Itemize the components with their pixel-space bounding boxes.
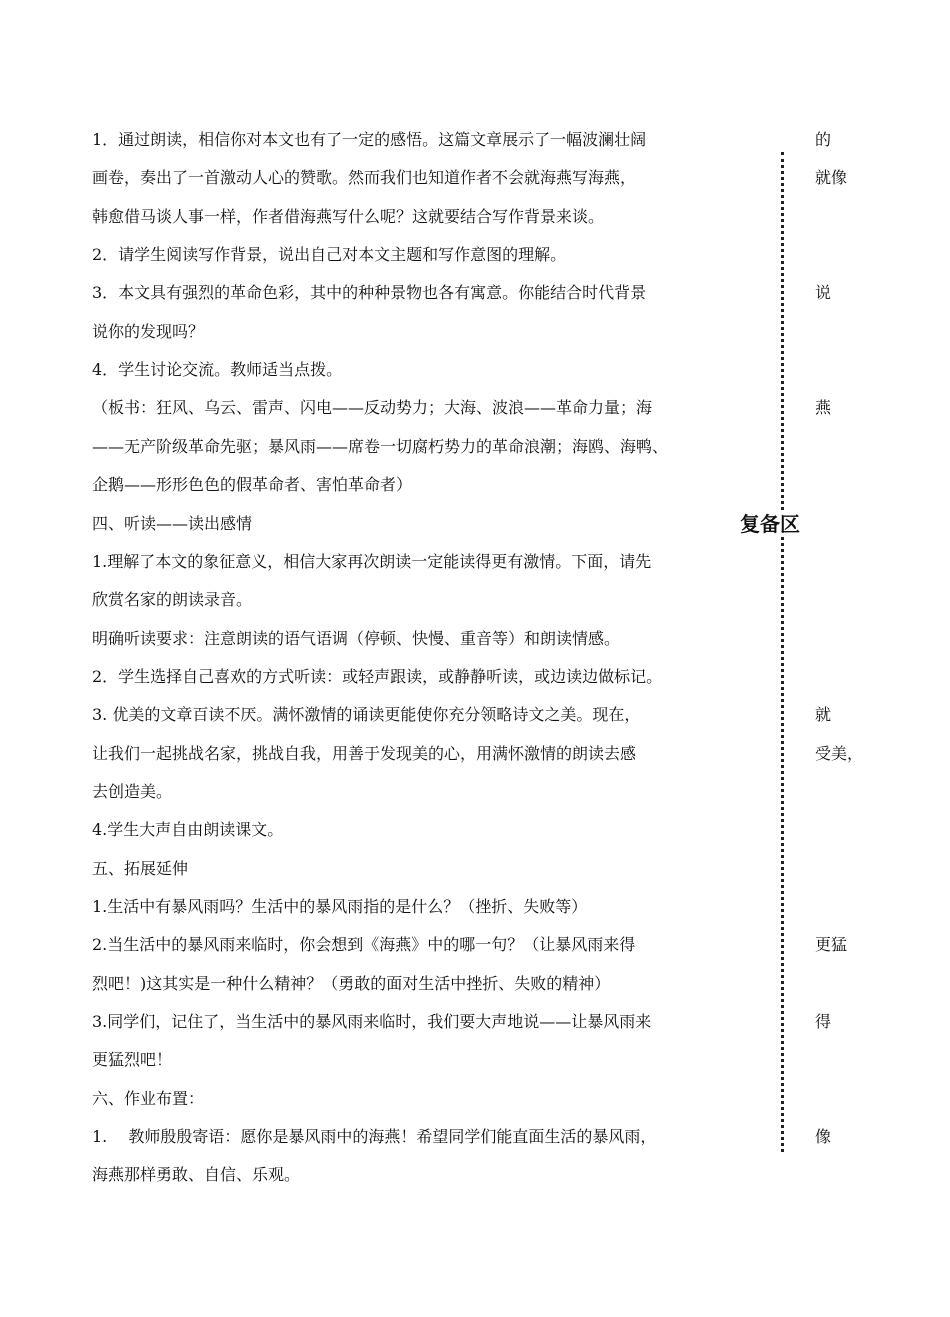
text-line: 3.同学们，记住了，当生活中的暴风雨来临时，我们要大声地说——让暴风雨来 <box>92 1012 652 1031</box>
text-line: 画卷，奏出了一首激动人心的赞歌。然而我们也知道作者不会就海燕写海燕， <box>92 168 637 187</box>
margin-note: 更猛 <box>815 935 848 954</box>
margin-divider <box>781 152 784 1152</box>
text-line: （板书：狂风、乌云、雷声、闪电——反动势力；大海、波浪——革命力量；海 <box>92 398 653 417</box>
section-heading: 五、拓展延伸 <box>92 859 189 878</box>
text-line: 3. 优美的文章百读不厌。满怀激情的诵读更能使你充分领略诗文之美。现在， <box>92 705 641 724</box>
text-line: 2．学生选择自己喜欢的方式听读：或轻声跟读，或静静听读，或边读边做标记。 <box>92 667 663 686</box>
margin-note: 说 <box>815 283 832 302</box>
text-line: 明确听读要求：注意朗读的语气语调（停顿、快慢、重音等）和朗读情感。 <box>92 629 621 648</box>
text-line: 更猛烈吧！ <box>92 1050 173 1069</box>
text-line: 4．学生讨论交流。教师适当点拨。 <box>92 360 343 379</box>
text-line: 1.生活中有暴风雨吗？生活中的暴风雨指的是什么？（挫折、失败等） <box>92 897 588 916</box>
text-line: ——无产阶级革命先驱；暴风雨——席卷一切腐朽势力的革命浪潮；海鸥、海鸭、 <box>92 437 669 456</box>
text-line: 3．本文具有强烈的革命色彩，其中的种种景物也各有寓意。你能结合时代背景 <box>92 283 647 302</box>
margin-note: 燕 <box>815 398 832 417</box>
margin-label: 复备区 <box>740 512 800 536</box>
text-line: 2.当生活中的暴风雨来临时，你会想到《海燕》中的哪一句？（让暴风雨来得 <box>92 935 636 954</box>
text-line: 企鹅——形形色色的假革命者、害怕革命者） <box>92 475 413 494</box>
text-line: 欣赏名家的朗读录音。 <box>92 590 253 609</box>
margin-note: 受美， <box>815 744 864 763</box>
text-line: 海燕那样勇敢、自信、乐观。 <box>92 1165 301 1184</box>
margin-note: 的 <box>815 130 832 149</box>
text-line: 1．通过朗读，相信你对本文也有了一定的感悟。这篇文章展示了一幅波澜壮阔 <box>92 130 647 149</box>
text-line: 让我们一起挑战名家，挑战自我，用善于发现美的心，用满怀激情的朗读去感 <box>92 744 637 763</box>
text-line: 说你的发现吗？ <box>92 322 205 341</box>
margin-note: 就像 <box>815 168 848 187</box>
section-heading: 六、作业布置： <box>92 1089 205 1108</box>
margin-note: 像 <box>815 1127 832 1146</box>
text-line: 1.理解了本文的象征意义，相信大家再次朗读一定能读得更有激情。下面，请先 <box>92 552 652 571</box>
margin-note: 得 <box>815 1012 832 1031</box>
text-line: 去创造美。 <box>92 782 173 801</box>
text-line: 4.学生大声自由朗读课文。 <box>92 820 284 839</box>
text-line: 1. 教师殷殷寄语：愿你是暴风雨中的海燕！希望同学们能直面生活的暴风雨， <box>92 1127 657 1146</box>
text-line: 烈吧！)这其实是一种什么精神？（勇敢的面对生活中挫折、失败的精神） <box>92 974 611 993</box>
text-line: 韩愈借马谈人事一样，作者借海燕写什么呢？这就要结合写作背景来谈。 <box>92 207 605 226</box>
text-line: 2．请学生阅读写作背景，说出自己对本文主题和写作意图的理解。 <box>92 245 567 264</box>
margin-note: 就 <box>815 705 832 724</box>
section-heading: 四、听读——读出感情 <box>92 514 253 533</box>
